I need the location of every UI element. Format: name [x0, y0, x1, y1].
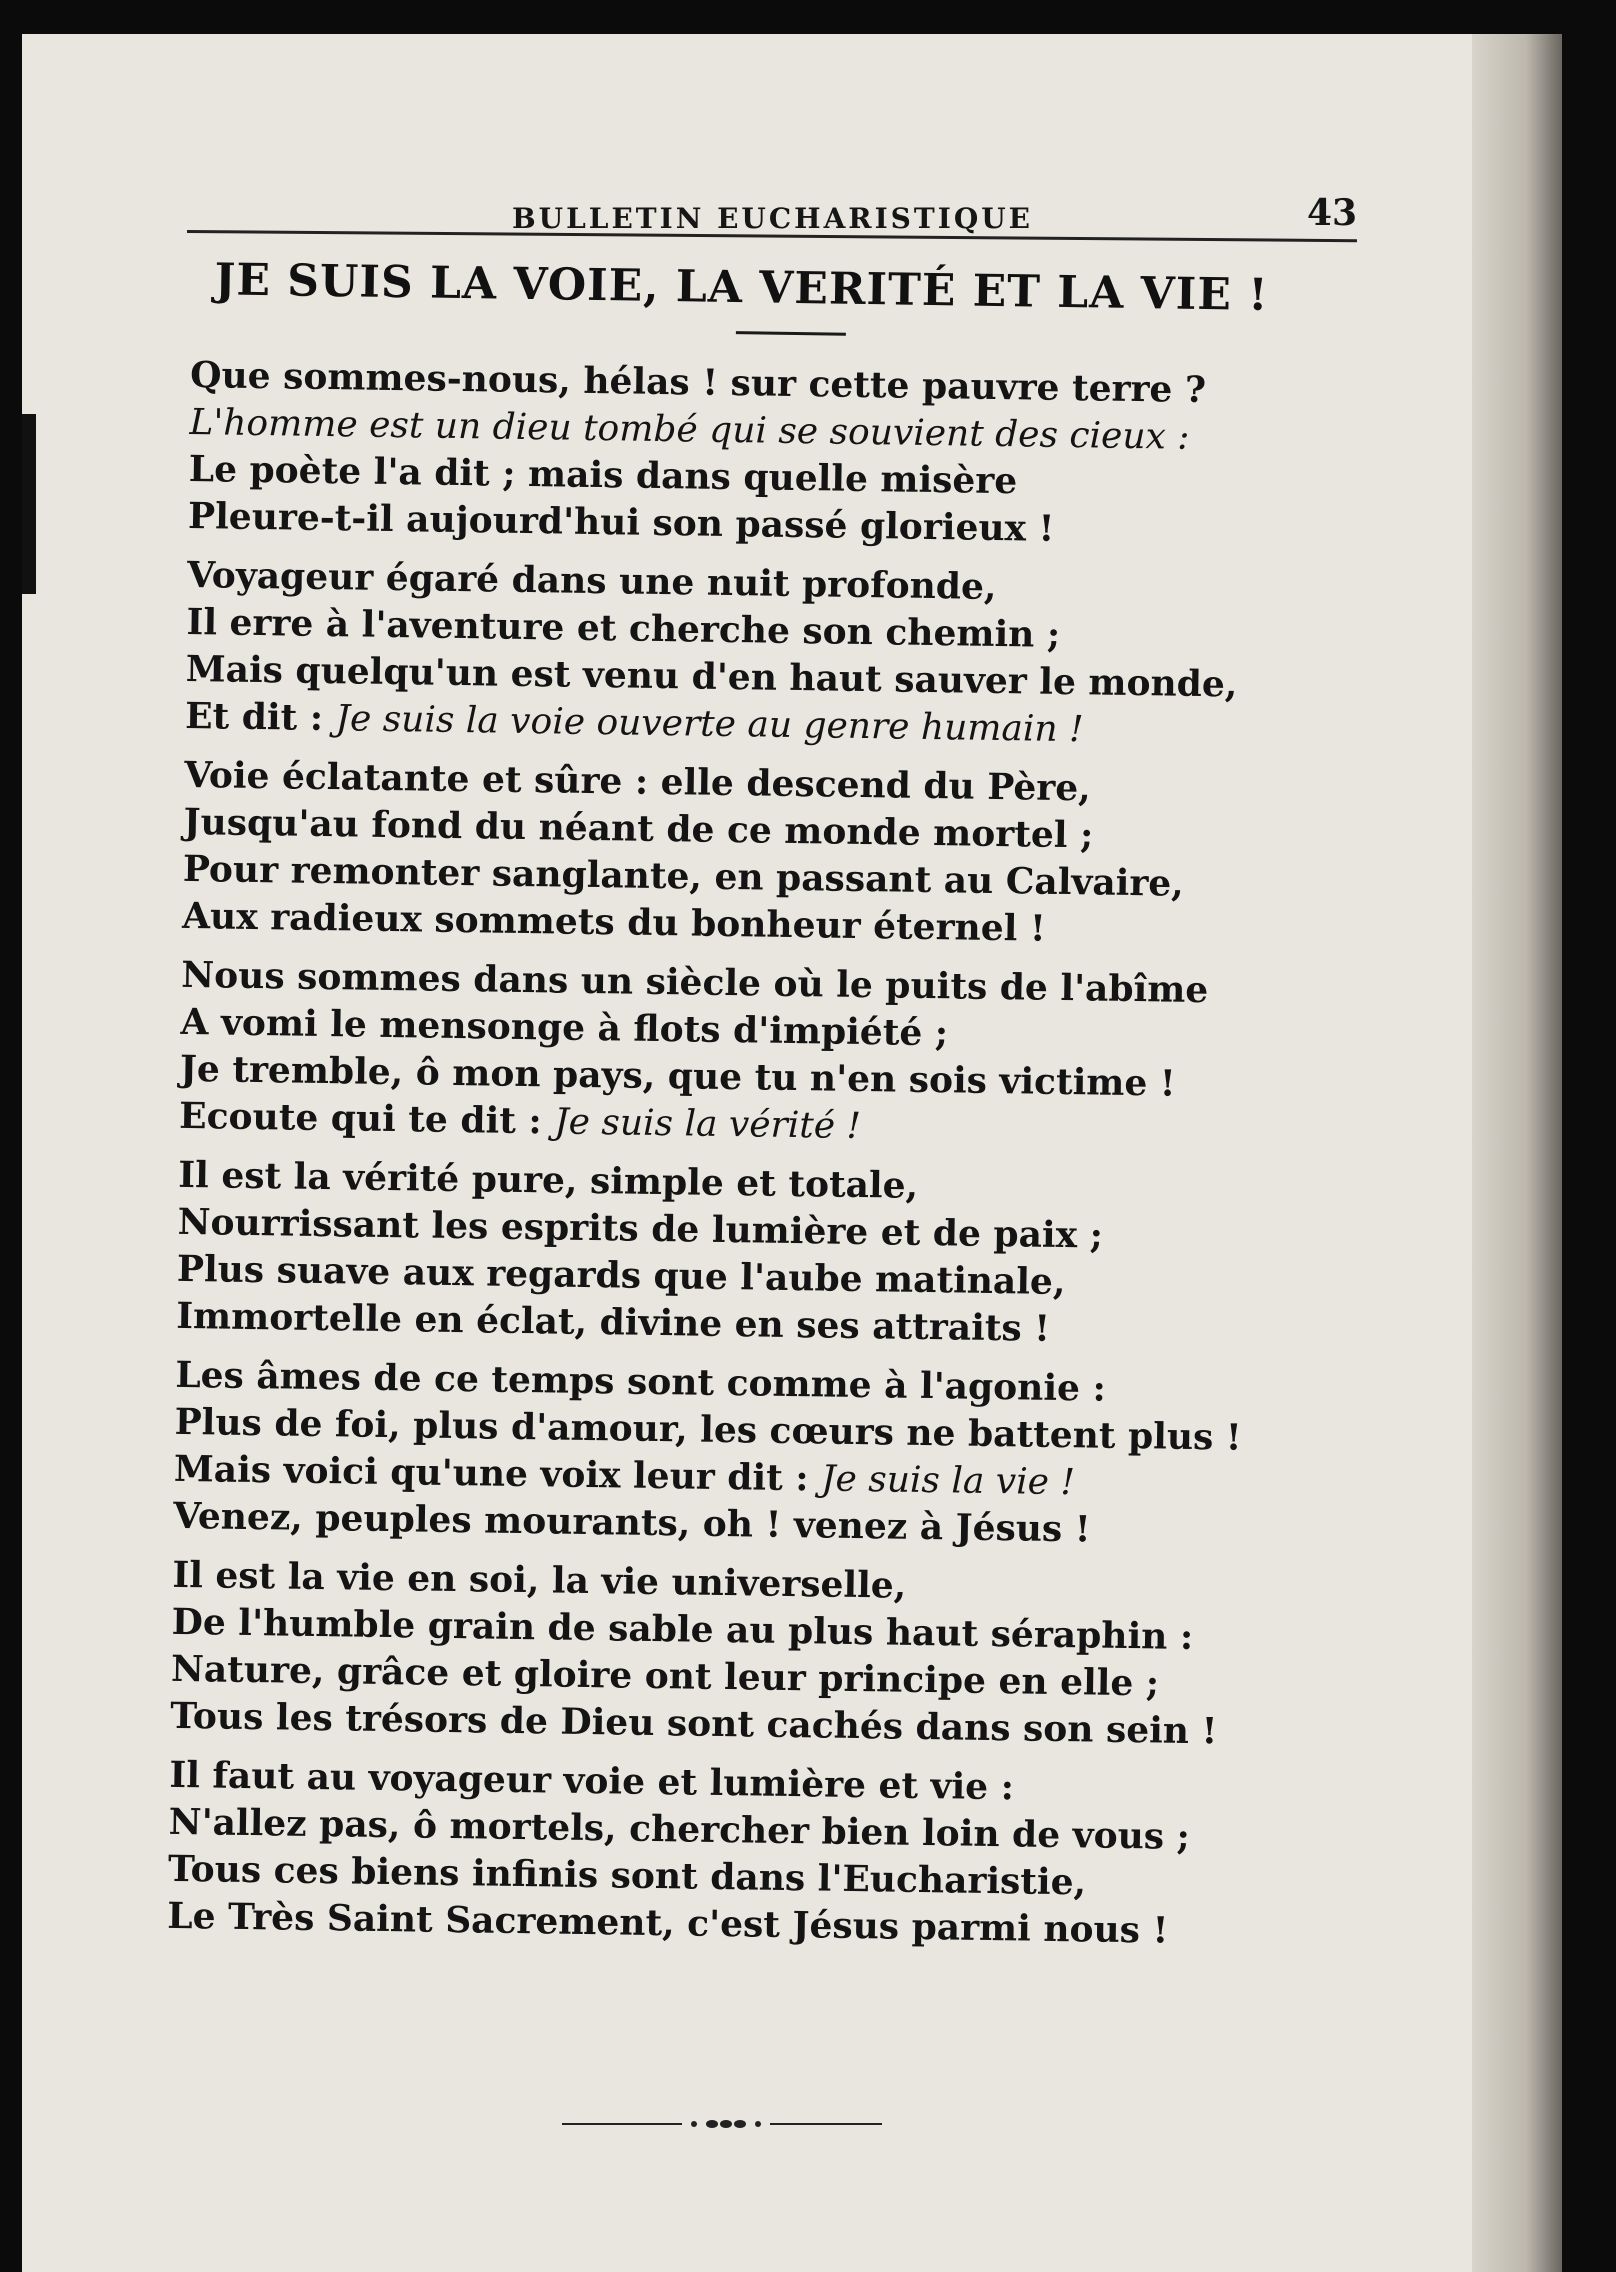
- binding-shadow: [22, 414, 36, 594]
- poem-line: Voyageur égaré dans une nuit profonde,: [186, 553, 997, 608]
- stanza: [188, 352, 1391, 558]
- poem-line: Plus de foi, plus d'amour, les cœurs ne battent plus !: [174, 1400, 1242, 1459]
- poem-line: Voie éclatante et sûre : elle descend du Père,: [183, 753, 1092, 810]
- poem-line: Il faut au voyageur voie et lumière et vie :: [169, 1753, 1015, 1809]
- poem-line: Il est la vie en soi, la vie universelle,: [172, 1553, 907, 1607]
- poem-line: Le Très Saint Sacrement, c'est Jésus parmi nous !: [167, 1894, 1169, 1952]
- page-number: 43: [1307, 192, 1358, 234]
- poem-line: Jusqu'au fond du néant de ce monde mortel ;: [183, 800, 1094, 857]
- poem-line: Nourrissant les esprits de lumière et de paix ;: [177, 1200, 1104, 1257]
- running-title: BULLETIN EUCHARISTIQUE: [512, 202, 1033, 235]
- line-lead: Et dit :: [184, 694, 336, 740]
- poem-line: Les âmes de ce temps sont comme à l'agonie :: [175, 1353, 1107, 1410]
- stanza: [176, 1152, 1379, 1358]
- poem-line: Immortelle en éclat, divine en ses attraits !: [175, 1294, 1051, 1350]
- page-edge-shadow: [1472, 34, 1562, 2272]
- poem-line: Plus suave aux regards que l'aube matinale,: [176, 1247, 1066, 1304]
- poem-line: Venez, peuples mourants, oh ! venez à Jésus !: [172, 1494, 1091, 1551]
- poem-line: Tous les trésors de Dieu sont cachés dans son sein !: [170, 1694, 1218, 1753]
- poem-line: N'allez pas, ô mortels, chercher bien loin de vous ;: [168, 1800, 1191, 1858]
- poem-line: Il erre à l'aventure et cherche son chemin ;: [186, 600, 1061, 656]
- line-emphasis: Je suis la vérité !: [553, 1101, 862, 1148]
- stanza: [173, 1352, 1376, 1558]
- stanza: [170, 1552, 1373, 1758]
- poem-line: Aux radieux sommets du bonheur éternel !: [181, 894, 1047, 950]
- book-page: [22, 34, 1562, 2272]
- line-emphasis: Je suis la vie !: [820, 1458, 1076, 1504]
- page-header: [182, 164, 1382, 235]
- poem-line: Nous sommes dans un siècle où le puits de l'abîme: [180, 953, 1209, 1012]
- line-lead: Mais voici qu'une voix leur dit :: [173, 1447, 822, 1500]
- poem-line: Le poète l'a dit ; mais dans quelle misère: [188, 447, 1018, 503]
- poem-line: Pour remonter sanglante, en passant au Calvaire,: [182, 847, 1185, 905]
- poem-line: L'homme est un dieu tombé qui se souvient des cieux :: [189, 401, 1190, 458]
- stanza: [182, 752, 1385, 958]
- poem-line: Pleure-t-il aujourd'hui son passé glorieux !: [187, 494, 1055, 550]
- poem: [167, 254, 1392, 1970]
- poem-line: Nature, grâce et gloire ont leur principe en elle ;: [170, 1647, 1160, 1705]
- poem-line: Que sommes-nous, hélas ! sur cette pauvre terre ?: [189, 353, 1207, 412]
- poem-line: De l'humble grain de sable au plus haut séraphin :: [171, 1600, 1194, 1659]
- poem-line: A vomi le mensonge à flots d'impiété ;: [180, 1000, 949, 1055]
- poem-line: Il est la vérité pure, simple et totale,: [178, 1153, 919, 1207]
- stanza: [179, 952, 1382, 1158]
- end-ornament: [562, 2114, 882, 2134]
- stanza: [167, 1752, 1370, 1958]
- poem-line: Je tremble, ô mon pays, que tu n'en sois victime !: [179, 1047, 1176, 1105]
- line-emphasis: Je suis la voie ouverte au genre humain !: [335, 698, 1084, 751]
- line-lead: Ecoute qui te dit :: [178, 1094, 555, 1143]
- stanza-list: [167, 352, 1390, 1958]
- title-rule: [736, 331, 846, 336]
- stanza: [185, 552, 1388, 758]
- poem-line: Tous ces biens infinis sont dans l'Eucharistie,: [167, 1847, 1087, 1904]
- poem-line: Mais quelqu'un est venu d'en haut sauver le monde,: [185, 647, 1238, 706]
- poem-title: JE SUIS LA VOIE, LA VERITÉ ET LA VIE !: [214, 254, 1269, 321]
